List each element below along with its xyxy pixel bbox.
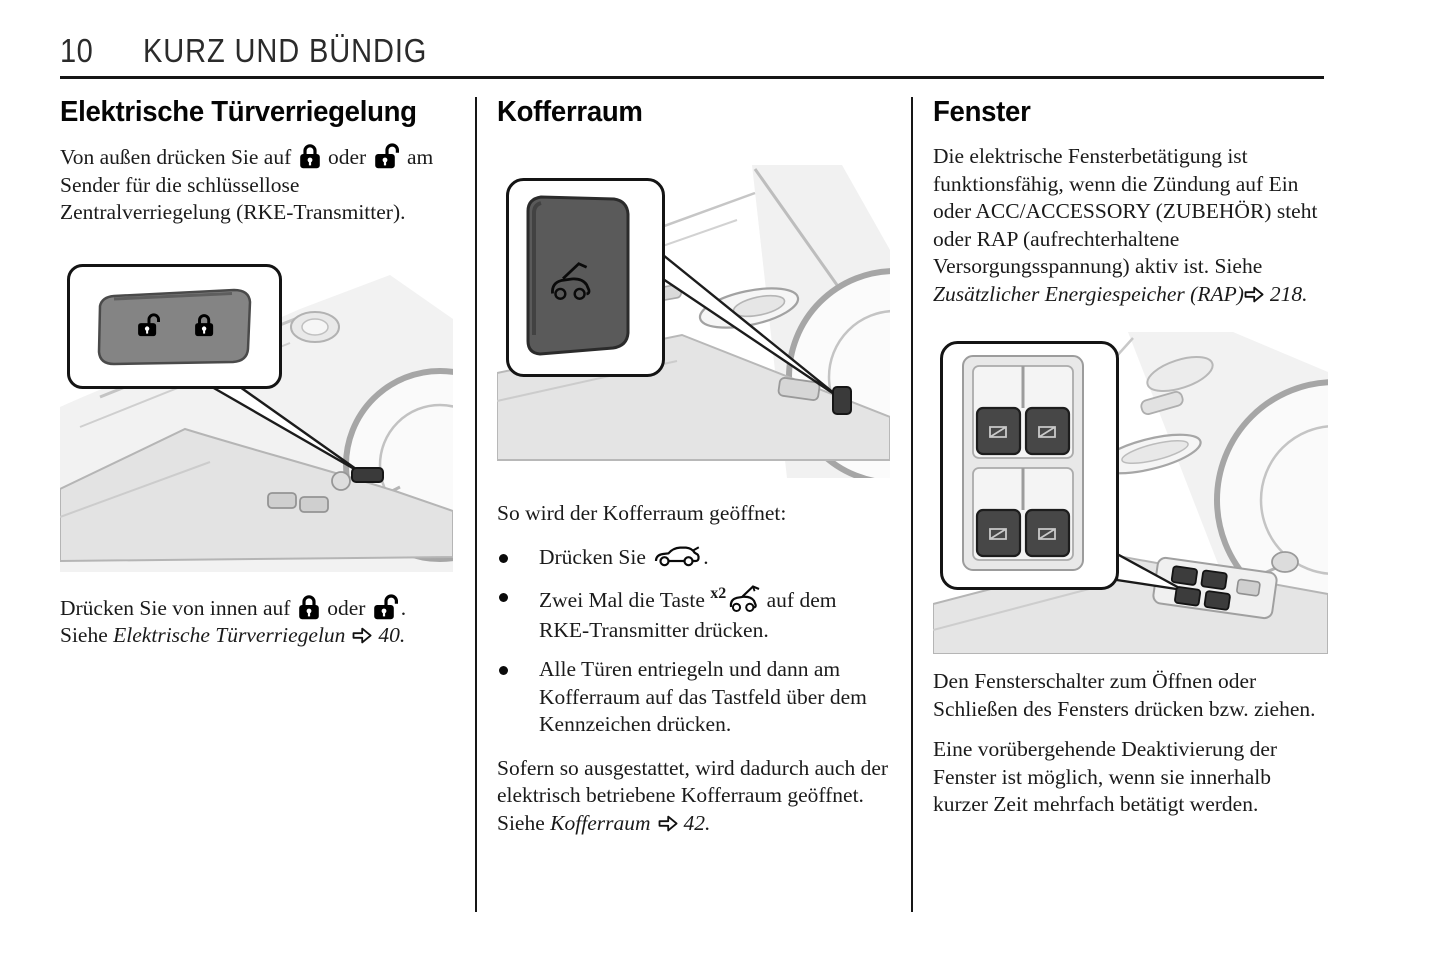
trunk-outro xyxy=(497,755,890,838)
page-ref-arrow-icon xyxy=(352,627,372,644)
page-ref-arrow-icon xyxy=(658,815,678,832)
text-run: Von außen drücken Sie auf xyxy=(60,145,297,169)
section-windows xyxy=(933,97,1328,819)
content-columns xyxy=(60,97,1324,912)
bullet-marker xyxy=(499,554,508,563)
door-locks-paragraph-2 xyxy=(60,594,455,650)
text-run: am Sender für die schlüssellose Zentralverriegelung (RKE-Transmitter). xyxy=(60,145,434,224)
text-run: oder xyxy=(322,145,372,169)
cross-reference-page: 42. xyxy=(683,810,711,835)
text-run: Alle Türen entriegeln und dann am Kofferraum auf das Tastfeld über dem Kennzeichen drücken. xyxy=(539,657,867,736)
bullet-marker xyxy=(499,593,508,602)
text-run: Siehe xyxy=(60,623,114,647)
text-run: oder xyxy=(321,595,371,620)
text-run: Sofern so ausgestattet, wird dadurch auch der elektrisch betriebene Kofferraum geöffnet. Siehe xyxy=(497,755,889,835)
bullet-marker xyxy=(499,666,508,675)
section-heading: Kofferraum xyxy=(497,96,643,128)
text-run: . xyxy=(703,544,709,569)
trunk-intro: So wird der Kofferraum geöffnet: xyxy=(497,501,787,525)
door-lock-figure xyxy=(60,257,455,572)
text-run: Zwei Mal die Taste xyxy=(539,588,711,612)
lock-open-icon xyxy=(374,143,400,169)
cross-reference-title: Kofferraum xyxy=(550,810,651,835)
cross-reference-title: Zusätzlicher Energiespeicher (RAP) xyxy=(933,281,1244,306)
trunk-release-figure xyxy=(497,165,890,478)
text-run: auf dem RKE-Transmitter drücken. xyxy=(539,588,837,642)
car-side-icon xyxy=(653,544,701,568)
text-run: Drücken Sie xyxy=(539,544,652,569)
section-heading: Fenster xyxy=(933,96,1031,128)
windows-paragraph-3: Eine vorübergehende Deaktivierung der Fenster ist möglich, wenn sie innerhalb kurzer Zeit mehrfach betätigt werden. xyxy=(933,737,1278,816)
cross-reference-page: 218. xyxy=(1269,281,1308,306)
section-door-locks xyxy=(60,97,455,650)
page-number: 10 xyxy=(60,32,94,69)
window-switches-figure xyxy=(933,332,1328,654)
lock-closed-icon xyxy=(298,594,320,620)
section-heading: Elektrische Türverriegelung xyxy=(60,96,417,128)
page-header-title: KURZ UND BÜNDIG xyxy=(143,32,428,69)
header-rule xyxy=(60,76,1324,79)
text-run: Die elektrische Fensterbetätigung ist funktionsfähig, wenn die Zündung auf Ein oder ACC/ACCESSORY (ZUBEHÖR) steht oder RAP (aufrechterhaltene Versorgungsspannung) aktiv ist. Siehe xyxy=(933,144,1318,278)
windows-paragraph-1 xyxy=(933,143,1328,308)
lock-closed-icon xyxy=(299,143,321,169)
list-item xyxy=(497,544,890,572)
column-divider-1 xyxy=(475,97,477,912)
windows-paragraph-2: Den Fensterschalter zum Öffnen oder Schließen des Fensters drücken bzw. ziehen. xyxy=(933,669,1316,721)
list-item xyxy=(497,656,890,739)
door-locks-paragraph-1 xyxy=(60,143,455,227)
trunk-open-x2-icon xyxy=(727,583,761,613)
lock-open-icon xyxy=(373,594,399,620)
section-trunk xyxy=(497,97,890,837)
text-run: Drücken Sie von innen auf xyxy=(60,595,296,620)
press-twice-label: x2 xyxy=(710,585,727,602)
cross-reference-title: Elektrische Türverriegelun xyxy=(113,623,346,647)
list-item xyxy=(497,583,890,644)
trunk-steps-list xyxy=(497,544,890,739)
cross-reference-page: 40. xyxy=(378,623,406,647)
column-divider-2 xyxy=(911,97,913,912)
page-ref-arrow-icon xyxy=(1244,286,1264,303)
text-run: . xyxy=(400,595,407,620)
